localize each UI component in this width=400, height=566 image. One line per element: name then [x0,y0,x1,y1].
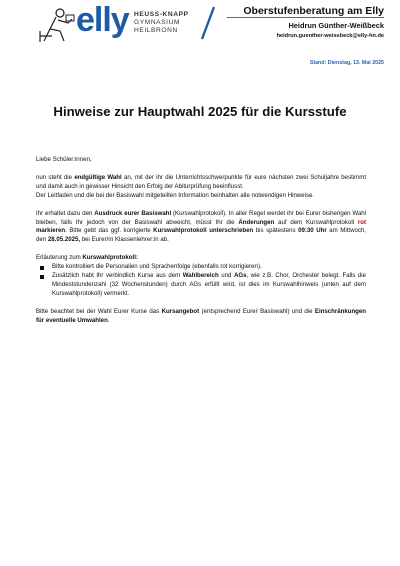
org-contact-name: Heidrun Günther-Weißbeck [288,21,384,30]
page-title: Hinweise zur Hauptwahl 2025 für die Kursstufe [53,104,347,119]
slash-divider [200,6,216,40]
greeting: Liebe Schüler:innen, [36,156,92,163]
page-header [0,0,400,48]
paragraph-instructions: Ihr erhaltet dazu den Ausdruck eurer Basiswahl (Kurswahlprotokoll). In aller Regel werdet ihr bei Eurer bisherigen Wahl bleiben, falls Ihr jedoch von der Basiswahl abweicht, müsst Ihr die Änderungen auf dem Kurswahlprotokoll rot markieren. Bitte gebt das ggf. korrigierte Kurswahlprotokoll unterschrieben bis spätestens 09:30 Uhr am Mittwoch, den 28.05.2025, bei Eurer/m Klassenlehrer:in ab. [36,209,367,244]
bullet-square-icon [40,266,44,270]
document-body [36,156,366,326]
org-contact-email[interactable]: heidrun.guenther-weissbeck@elly-hn.de [276,33,384,39]
reading-figure-icon [36,7,80,43]
paragraph-intro: nun steht die endgültige Wahl an, mit der ihr die Unterrichtsschwerpunkte für eure nächsten zwei Schuljahre bestimmt und damit auch in gewisser Hinsicht den Erfolg der Abiturprüfung beeinflusst. [36,173,367,190]
header-rule [227,17,384,18]
list-item: Zusätzlich habt Ihr verbindlich Kurse aus dem Wahlbereich und AGs, wie z.B. Chor, Orchester belegt. Falls die Mindeststundenzahl (32 Wochenstunden) durch AGs erfüllt wird, ist dies im Kurswahlhinweis (unten auf dem Kurswahlprotokoll) vermerkt. [36,272,366,299]
school-logo-subtitle: HEUSS-KNAPP GYMNASIUM HEILBRONN [134,11,189,34]
bullet-square-icon [40,275,44,279]
document-date: Stand: Dienstag, 13. Mai 2025 [309,60,384,66]
org-title: Oberstufenberatung am Elly [243,5,384,17]
protocol-explanation-heading: Erläuterung zum Kurswahlprotokoll: [36,254,138,262]
protocol-explanation-list [36,263,366,299]
paragraph-closing: Bitte beachtet bei der Wahl Eurer Kurse das Kursangebot (entsprechend Eurer Basiswahl) und die Einschränkungen für eventuelle Umwahlen. [36,307,367,324]
list-item: Bitte kontrolliert die Personalien und Sprachenfolge (ebenfalls rot korrigieren). [36,263,366,272]
school-logo-text: elly [76,1,129,39]
paragraph-intro-note: Der Leitfaden und die bei der Basiswahl mitgeteilten Information beinhalten alle notwendigen Hinweise. [36,191,315,199]
